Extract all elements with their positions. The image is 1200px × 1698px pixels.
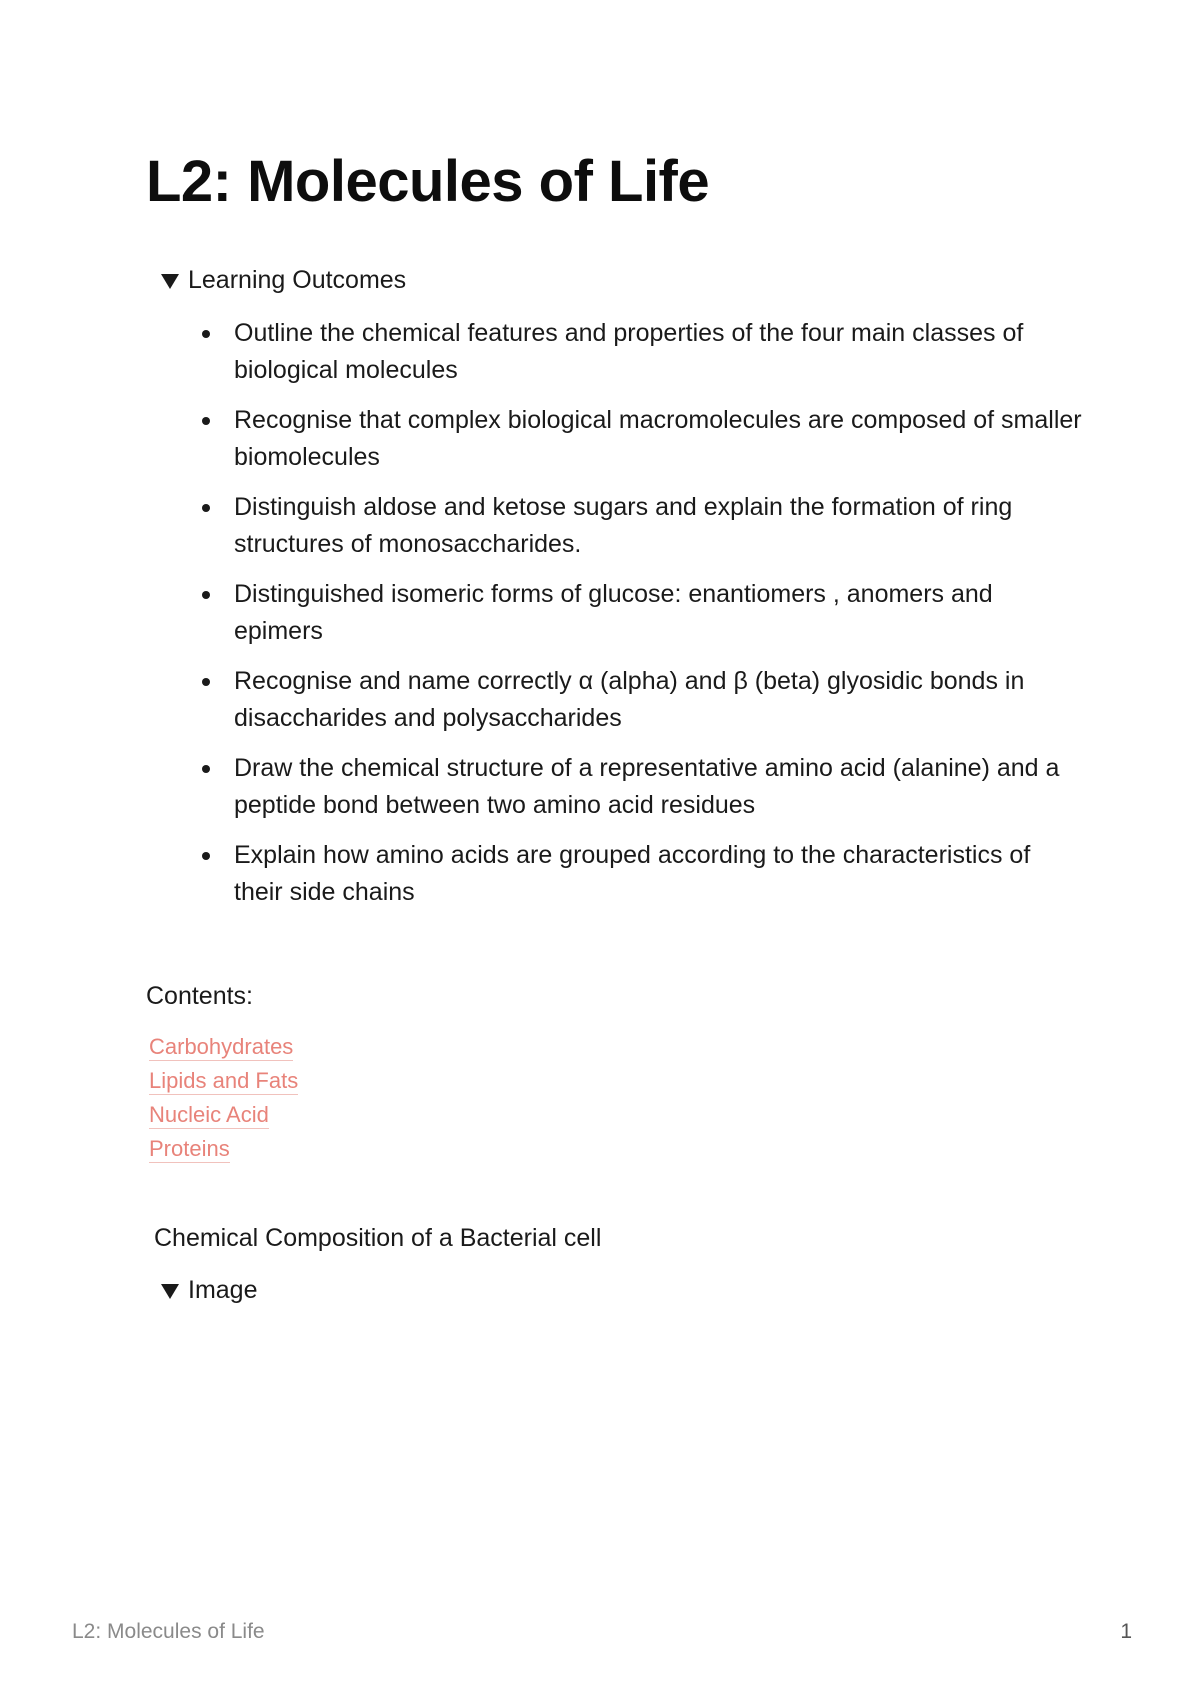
bullet-icon [202, 852, 210, 860]
list-item [202, 663, 1082, 737]
link-proteins[interactable]: Proteins [149, 1136, 230, 1161]
list-item [202, 576, 1082, 650]
page-title: L2: Molecules of Life [146, 149, 710, 214]
bullet-icon [202, 417, 210, 425]
bullet-icon [202, 591, 210, 599]
page-number: 1 [1120, 1620, 1132, 1643]
list-item [202, 315, 1082, 389]
link-lipids-and-fats[interactable]: Lipids and Fats [149, 1068, 299, 1093]
list-item [202, 402, 1082, 476]
bullet-icon [202, 678, 210, 686]
bullet-icon [202, 330, 210, 338]
list-item-text: Distinguish aldose and ketose sugars and explain the formation of ring structures of monosaccharides. [234, 493, 1013, 558]
contents-label: Contents: [146, 982, 254, 1010]
footer-title: L2: Molecules of Life [72, 1620, 265, 1643]
list-item-text: Recognise that complex biological macromolecules are composed of smaller biomolecules [234, 406, 1082, 471]
learning-outcomes-label: Learning Outcomes [188, 266, 407, 294]
learning-outcomes-toggle[interactable] [161, 266, 406, 295]
learning-outcomes-list [202, 315, 1082, 924]
list-item [202, 750, 1082, 824]
list-item-text: Explain how amino acids are grouped according to the characteristics of their side chains [234, 841, 1031, 906]
image-toggle-label: Image [188, 1276, 258, 1304]
contents-links [149, 1030, 298, 1166]
list-item-text: Recognise and name correctly α (alpha) and β (beta) glyosidic bonds in disaccharides and polysaccharides [234, 667, 1025, 732]
list-item-text: Distinguished isomeric forms of glucose: enantiomers , anomers and epimers [234, 580, 993, 645]
bacterial-cell-heading: Chemical Composition of a Bacterial cell [154, 1224, 602, 1252]
toggle-arrow-icon [161, 1284, 179, 1299]
image-toggle[interactable] [161, 1276, 257, 1305]
bullet-icon [202, 504, 210, 512]
list-item-text: Draw the chemical structure of a representative amino acid (alanine) and a peptide bond between two amino acid residues [234, 754, 1060, 819]
list-item [202, 489, 1082, 563]
list-item-text: Outline the chemical features and properties of the four main classes of biological molecules [234, 319, 1024, 384]
link-carbohydrates[interactable]: Carbohydrates [149, 1034, 294, 1059]
link-nucleic-acid[interactable]: Nucleic Acid [149, 1102, 269, 1127]
toggle-arrow-icon [161, 274, 179, 289]
list-item [202, 837, 1082, 911]
bullet-icon [202, 765, 210, 773]
